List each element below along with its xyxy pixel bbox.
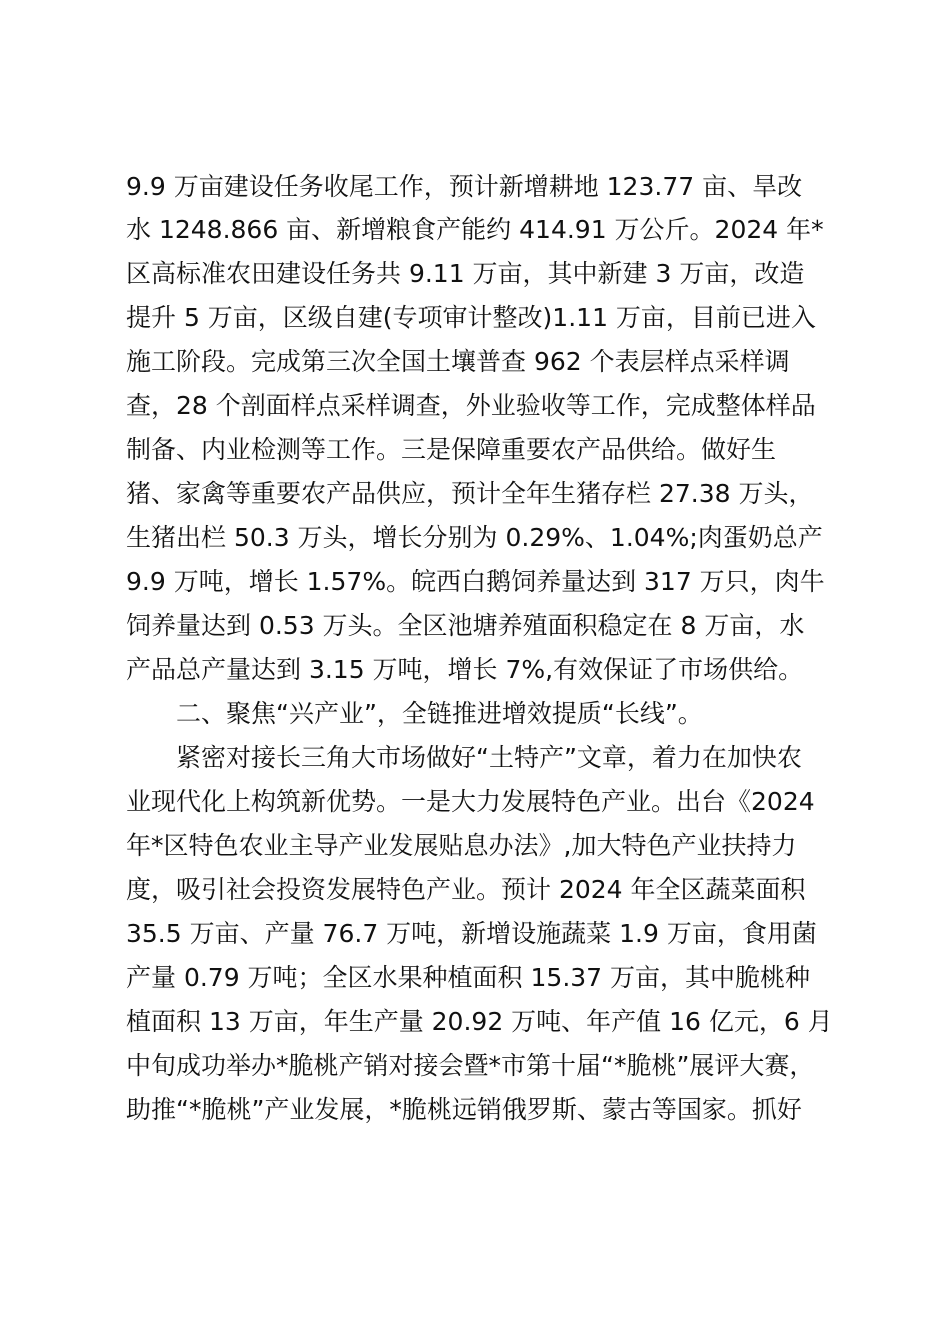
text-line: 生猪出栏 50.3 万头，增长分别为 0.29%、1.04%;肉蛋奶总产 bbox=[126, 523, 823, 552]
text-line: 植面积 13 万亩，年生产量 20.92 万吨、年产值 16 亿元，6 月 bbox=[126, 1007, 833, 1036]
section-heading: 二、聚焦“兴产业”，全链推进增效提质“长线”。 bbox=[176, 699, 703, 728]
text-line: 制备、内业检测等工作。三是保障重要农产品供给。做好生 bbox=[126, 435, 777, 464]
text-line: 施工阶段。完成第三次全国土壤普查 962 个表层样点采样调 bbox=[126, 347, 790, 376]
text-line: 9.9 万吨，增长 1.57%。皖西白鹅饲养量达到 317 万只，肉牛 bbox=[126, 567, 825, 596]
text-line: 区高标准农田建设任务共 9.11 万亩，其中新建 3 万亩，改造 bbox=[126, 259, 805, 288]
text-line: 猪、家禽等重要农产品供应，预计全年生猪存栏 27.38 万头， bbox=[126, 479, 814, 508]
text-line: 紧密对接长三角大市场做好“土特产”文章，着力在加快农 bbox=[176, 743, 802, 772]
text-line: 饲养量达到 0.53 万头。全区池塘养殖面积稳定在 8 万亩，水 bbox=[126, 611, 805, 640]
text-line: 查，28 个剖面样点采样调查，外业验收等工作，完成整体样品 bbox=[126, 391, 816, 420]
text-line: 水 1248.866 亩、新增粮食产能约 414.91 万公斤。2024 年* bbox=[126, 215, 824, 244]
text-line: 度，吸引社会投资发展特色产业。预计 2024 年全区蔬菜面积 bbox=[126, 875, 806, 904]
text-line: 中旬成功举办*脆桃产销对接会暨*市第十届“*脆桃”展评大赛， bbox=[126, 1051, 815, 1080]
text-line: 产量 0.79 万吨；全区水果种植面积 15.37 万亩，其中脆桃种 bbox=[126, 963, 811, 992]
text-line: 产品总产量达到 3.15 万吨，增长 7%,有效保证了市场供给。 bbox=[126, 655, 804, 684]
text-line: 9.9 万亩建设任务收尾工作，预计新增耕地 123.77 亩、旱改 bbox=[126, 172, 803, 201]
text-line: 年*区特色农业主导产业发展贴息办法》,加大特色产业扶持力 bbox=[126, 831, 797, 860]
text-line: 业现代化上构筑新优势。一是大力发展特色产业。出台《2024 bbox=[126, 787, 815, 816]
text-line: 35.5 万亩、产量 76.7 万吨，新增设施蔬菜 1.9 万亩，食用菌 bbox=[126, 919, 817, 948]
text-line: 提升 5 万亩，区级自建(专项审计整改)1.11 万亩，目前已进入 bbox=[126, 303, 816, 332]
text-line: 助推“*脆桃”产业发展，*脆桃远销俄罗斯、蒙古等国家。抓好 bbox=[126, 1095, 802, 1124]
